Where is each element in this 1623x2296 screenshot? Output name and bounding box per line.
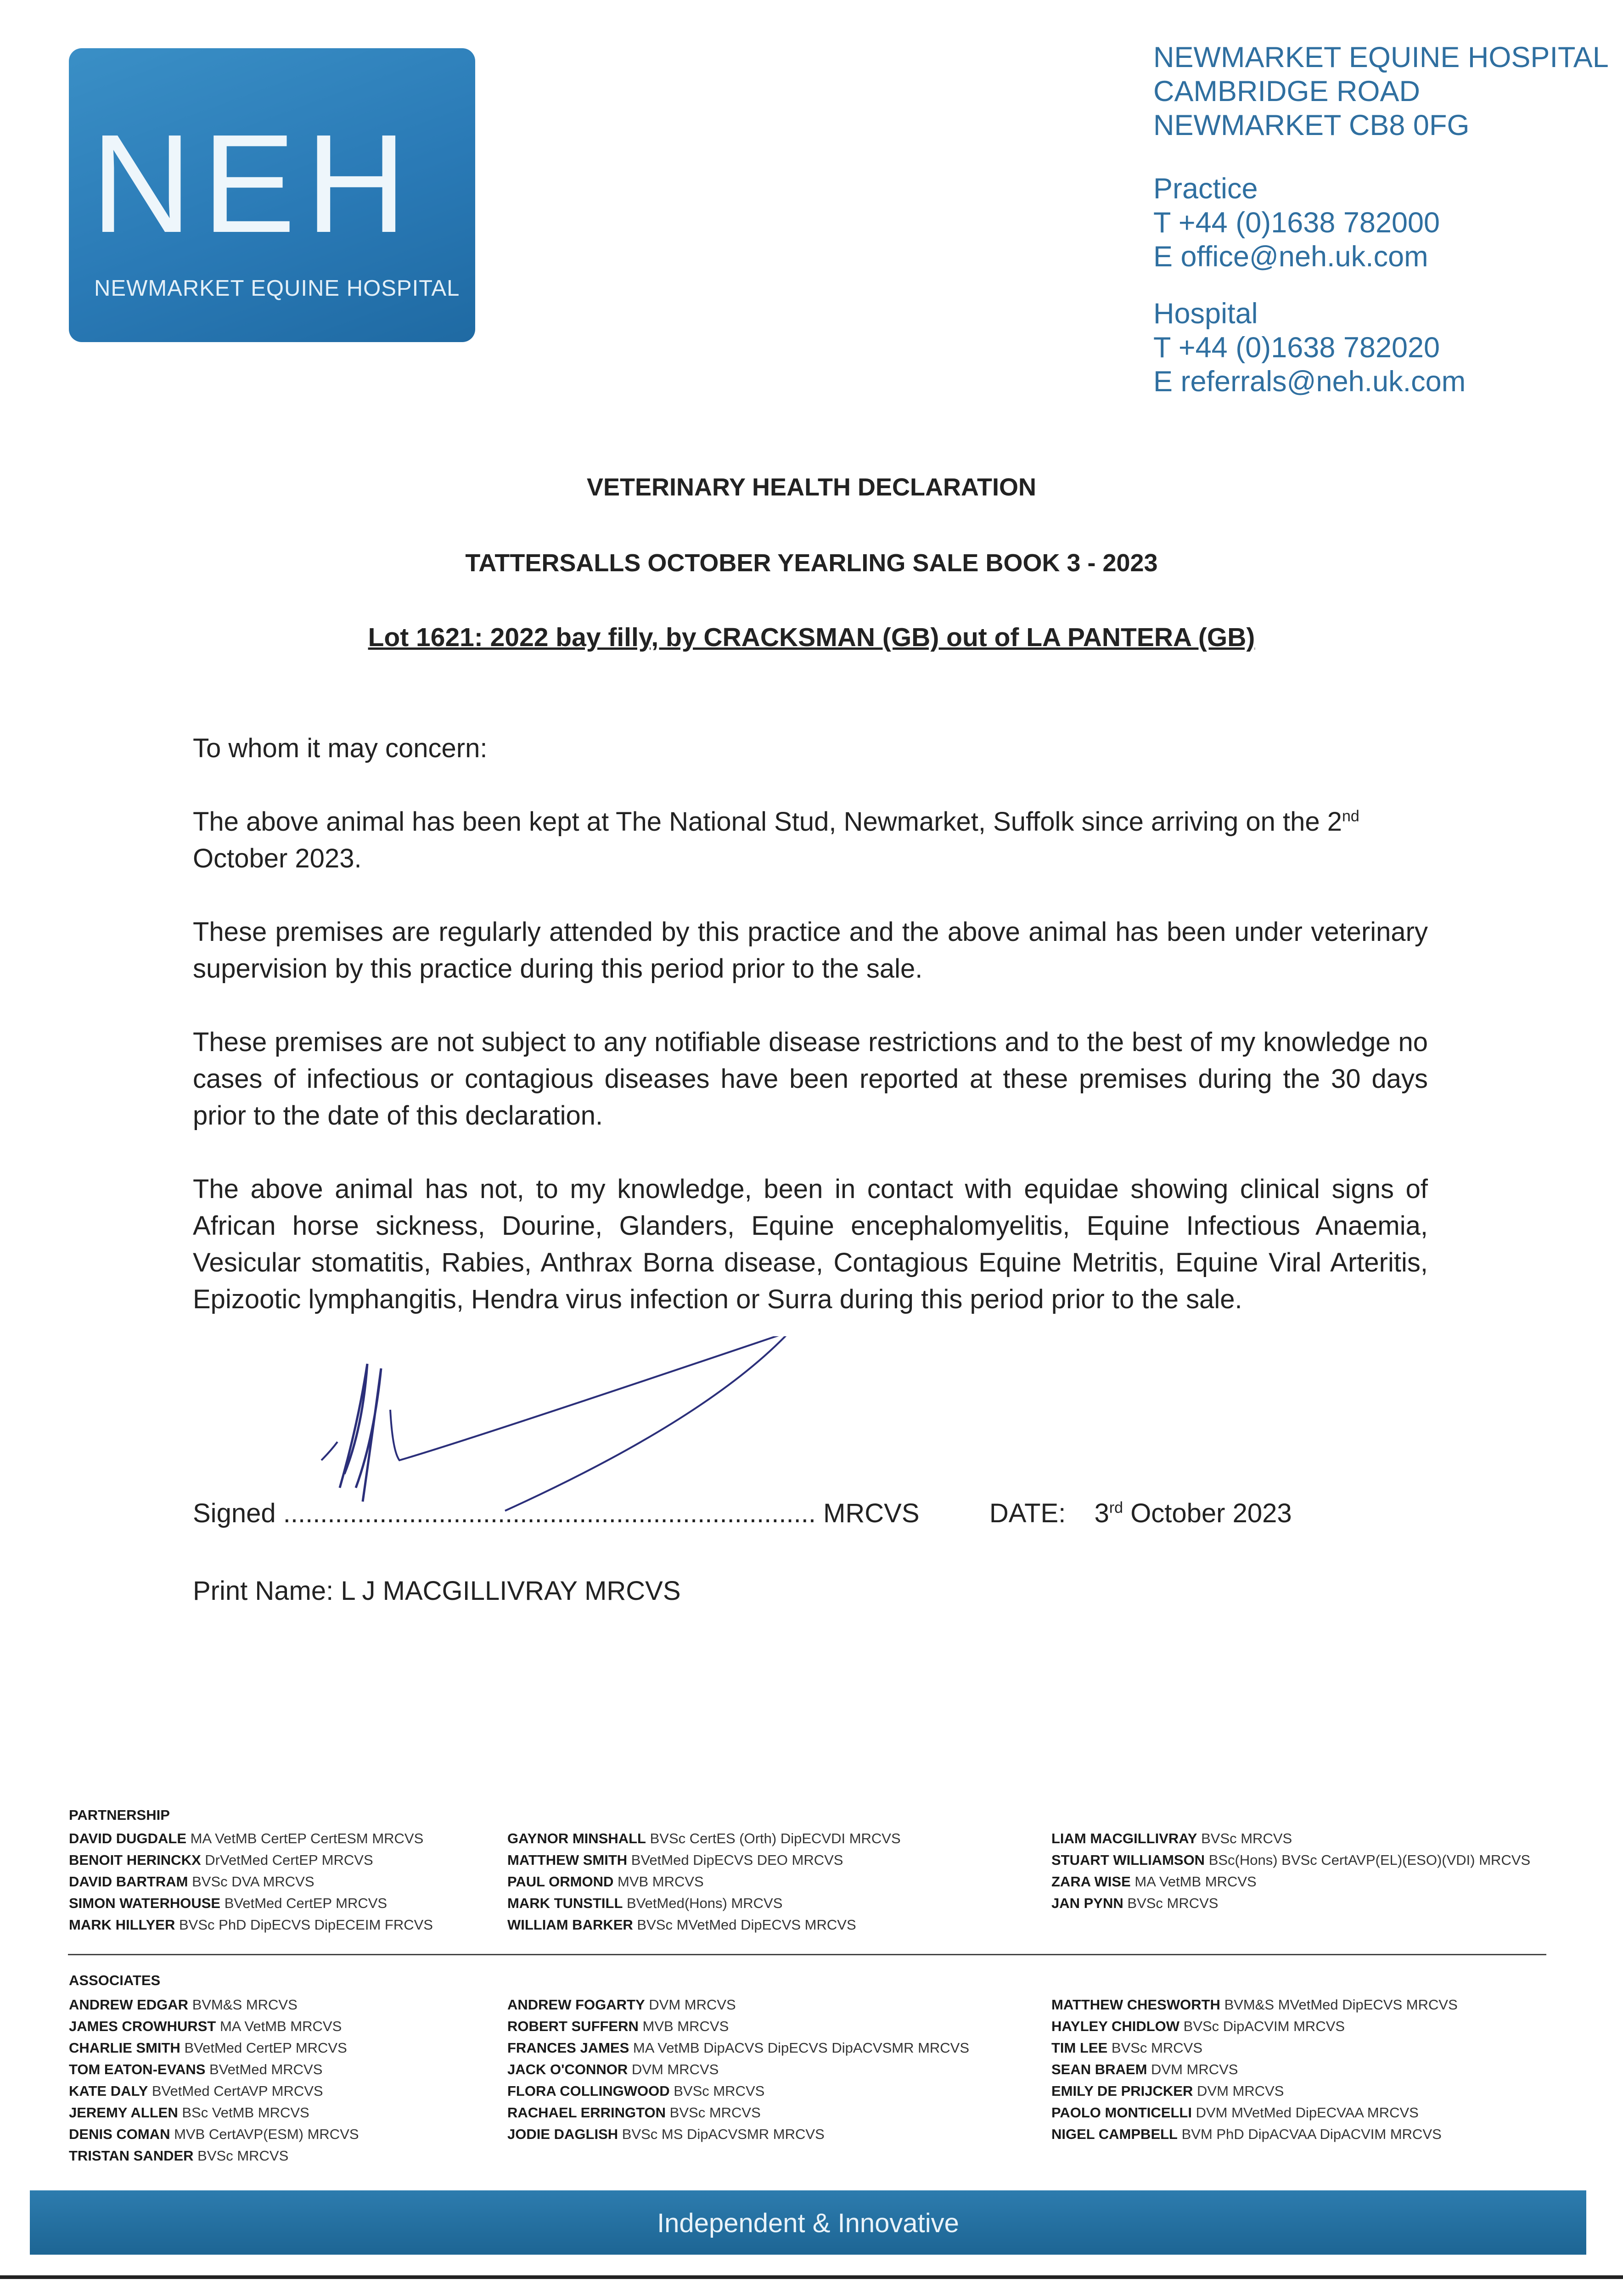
associates-heading: ASSOCIATES (69, 1972, 161, 1988)
staff-qualifications: BVSc MRCVS (1111, 2040, 1203, 2056)
staff-qualifications: MVB CertAVP(ESM) MRCVS (174, 2126, 359, 2142)
staff-qualifications: BVSc DipACVIM MRCVS (1183, 2018, 1345, 2034)
staff-qualifications: MA VetMB MRCVS (1134, 1874, 1257, 1890)
staff-entry (507, 1849, 901, 1871)
staff-entry (507, 1828, 901, 1849)
paragraph-1 (193, 804, 1428, 877)
staff-name: DAVID DUGDALE (69, 1830, 187, 1846)
staff-entry (69, 1849, 433, 1871)
staff-name: ANDREW EDGAR (69, 1997, 189, 2013)
staff-name: RACHAEL ERRINGTON (507, 2105, 666, 2121)
staff-qualifications: DVM MVetMed DipECVAA MRCVS (1196, 2105, 1419, 2121)
staff-entry (1051, 1994, 1458, 2015)
staff-name: PAUL ORMOND (507, 1874, 614, 1890)
footer-divider (68, 1954, 1546, 1955)
staff-entry (69, 2080, 359, 2102)
staff-qualifications: BVSc MS DipACVSMR MRCVS (622, 2126, 825, 2142)
staff-qualifications: MVB MRCVS (642, 2018, 729, 2034)
staff-qualifications: MA VetMB CertEP CertESM MRCVS (190, 1830, 424, 1846)
address-line-2: CAMBRIDGE ROAD (1153, 75, 1421, 107)
staff-qualifications: BVSc MRCVS (669, 2105, 761, 2121)
staff-name: MATTHEW CHESWORTH (1051, 1997, 1220, 2013)
staff-entry (507, 2080, 969, 2102)
staff-entry (507, 1914, 901, 1936)
staff-qualifications: BVSc CertES (Orth) DipECVDI MRCVS (650, 1830, 901, 1846)
staff-entry (1051, 1849, 1530, 1871)
staff-qualifications: BSc(Hons) BVSc CertAVP(EL)(ESO)(VDI) MRCVS (1208, 1852, 1531, 1868)
partnership-column-1 (69, 1828, 433, 1936)
staff-name: HAYLEY CHIDLOW (1051, 2018, 1180, 2034)
sale-heading: TATTERSALLS OCTOBER YEARLING SALE BOOK 3 - 2023 (465, 549, 1158, 577)
staff-entry (69, 1871, 433, 1892)
paragraph-1-date: October 2023. (193, 844, 362, 873)
staff-name: MATTHEW SMITH (507, 1852, 628, 1868)
staff-qualifications: MVB MRCVS (617, 1874, 704, 1890)
staff-qualifications: BVetMed CertEP MRCVS (184, 2040, 347, 2056)
document-title: VETERINARY HEALTH DECLARATION (586, 473, 1036, 501)
staff-qualifications: MA VetMB DipACVS DipECVS DipACVSMR MRCVS (633, 2040, 970, 2056)
staff-entry (1051, 2080, 1458, 2102)
paragraph-2: These premises are regularly attended by this practice and the above animal has been under veterinary supervision by this practice during this period prior to the sale. (193, 917, 1428, 984)
staff-name: EMILY DE PRIJCKER (1051, 2083, 1193, 2099)
staff-name: ROBERT SUFFERN (507, 2018, 639, 2034)
staff-name: KATE DALY (69, 2083, 148, 2099)
staff-entry (1051, 2102, 1458, 2123)
staff-name: JACK O'CONNOR (507, 2061, 628, 2077)
partnership-column-3 (1051, 1828, 1530, 1914)
hospital-email: E referrals@neh.uk.com (1153, 366, 1466, 398)
staff-name: MARK HILLYER (69, 1917, 175, 1933)
paragraph-3: These premises are not subject to any notifiable disease restrictions and to the best of my knowledge no cases of infectious or contagious diseases have been reported at these premises during the 30 days prior to the date of this declaration. (193, 1027, 1428, 1131)
staff-qualifications: BVSc PhD DipECVS DipECEIM FRCVS (179, 1917, 433, 1933)
staff-name: TOM EATON-EVANS (69, 2061, 206, 2077)
paragraph-4: The above animal has not, to my knowledge, been in contact with equidae showing clinical signs of African horse sickness, Dourine, Glanders, Equine encephalomyelitis, Equine Infectious Anaemia, Vesicular stomatitis, Rabies, Anthrax Borna disease, Contagious Equine Metritis, Equine Viral Arteritis, Epizootic lymphangitis, Hendra virus infection or Surra during this period prior to the sale. (193, 1174, 1428, 1314)
staff-name: STUART WILLIAMSON (1051, 1852, 1205, 1868)
date-rest: October 2023 (1130, 1498, 1292, 1528)
staff-name: PAOLO MONTICELLI (1051, 2105, 1192, 2121)
lot-heading: Lot 1621: 2022 bay filly, by CRACKSMAN (GB) out of LA PANTERA (GB) (368, 623, 1255, 652)
staff-entry (69, 2037, 359, 2059)
staff-entry (507, 2123, 969, 2145)
staff-qualifications: DrVetMed CertEP MRCVS (205, 1852, 373, 1868)
address-block (1153, 40, 1609, 399)
staff-name: ANDREW FOGARTY (507, 1997, 645, 2013)
signed-suffix: MRCVS (823, 1498, 920, 1528)
staff-entry (69, 2145, 359, 2167)
staff-entry (69, 2102, 359, 2123)
staff-name: GAYNOR MINSHALL (507, 1830, 646, 1846)
staff-qualifications: DVM MRCVS (1151, 2061, 1238, 2077)
logo-letters: NEH (91, 105, 417, 262)
footer-banner (30, 2190, 1586, 2255)
associates-column-2 (507, 1994, 969, 2145)
staff-name: TIM LEE (1051, 2040, 1108, 2056)
practice-email: E office@neh.uk.com (1153, 241, 1428, 273)
staff-qualifications: BVetMed CertEP MRCVS (224, 1895, 387, 1911)
staff-name: BENOIT HERINCKX (69, 1852, 201, 1868)
staff-qualifications: DVM MRCVS (631, 2061, 719, 2077)
staff-entry (507, 2102, 969, 2123)
practice-phone: T +44 (0)1638 782000 (1153, 207, 1440, 239)
staff-entry (507, 2059, 969, 2080)
staff-name: JAN PYNN (1051, 1895, 1123, 1911)
staff-name: LIAM MACGILLIVRAY (1051, 1830, 1197, 1846)
hospital-phone: T +44 (0)1638 782020 (1153, 332, 1440, 364)
staff-name: JODIE DAGLISH (507, 2126, 618, 2142)
logo-subtitle: NEWMARKET EQUINE HOSPITAL (94, 276, 460, 301)
staff-entry (69, 2015, 359, 2037)
staff-name: TRISTAN SANDER (69, 2148, 194, 2164)
staff-entry (69, 1994, 359, 2015)
staff-entry (69, 1892, 433, 1914)
footer-tagline: Independent & Innovative (657, 2208, 959, 2238)
staff-qualifications: BVetMed(Hons) MRCVS (627, 1895, 783, 1911)
staff-entry (1051, 2123, 1458, 2145)
staff-qualifications: BVetMed MRCVS (209, 2061, 323, 2077)
staff-name: FRANCES JAMES (507, 2040, 629, 2056)
staff-name: FLORA COLLINGWOOD (507, 2083, 670, 2099)
partnership-column-2 (507, 1828, 901, 1936)
address-line-1: NEWMARKET EQUINE HOSPITAL (1153, 41, 1609, 73)
staff-qualifications: BVSc DVA MRCVS (192, 1874, 314, 1890)
staff-qualifications: BVM&S MRCVS (192, 1997, 298, 2013)
staff-name: WILLIAM BARKER (507, 1917, 633, 1933)
paragraph-1-text: The above animal has been kept at The National Stud, Newmarket, Suffolk since arriving on the 2 (193, 807, 1342, 837)
associates-column-3 (1051, 1994, 1458, 2145)
staff-qualifications: BVSc MRCVS (1127, 1895, 1219, 1911)
staff-name: CHARLIE SMITH (69, 2040, 180, 2056)
staff-entry (69, 2123, 359, 2145)
staff-entry (69, 1828, 433, 1849)
staff-name: NIGEL CAMPBELL (1051, 2126, 1178, 2142)
staff-name: DENIS COMAN (69, 2126, 170, 2142)
staff-entry (1051, 2037, 1458, 2059)
staff-qualifications: DVM MRCVS (649, 1997, 736, 2013)
staff-qualifications: DVM MRCVS (1197, 2083, 1284, 2099)
staff-name: SEAN BRAEM (1051, 2061, 1147, 2077)
staff-qualifications: BSc VetMB MRCVS (182, 2105, 309, 2121)
hospital-label: Hospital (1153, 298, 1258, 330)
practice-label: Practice (1153, 173, 1258, 205)
greeting: To whom it may concern: (193, 733, 488, 763)
staff-entry (1051, 2015, 1458, 2037)
staff-entry (1051, 1871, 1530, 1892)
neh-logo (69, 48, 475, 342)
staff-qualifications: BVSc MVetMed DipECVS MRCVS (637, 1917, 856, 1933)
date-label: DATE: (989, 1498, 1066, 1528)
staff-qualifications: BVetMed CertAVP MRCVS (152, 2083, 323, 2099)
staff-qualifications: BVSc MRCVS (674, 2083, 765, 2099)
signed-label: Signed (193, 1498, 276, 1528)
signature-line: ........................................................................ (283, 1498, 816, 1528)
staff-qualifications: BVM PhD DipACVAA DipACVIM MRCVS (1181, 2126, 1442, 2142)
signature-row (193, 1498, 1432, 1529)
staff-entry (69, 2059, 359, 2080)
staff-name: DAVID BARTRAM (69, 1874, 188, 1890)
partnership-heading: PARTNERSHIP (69, 1807, 170, 1823)
staff-entry (1051, 2059, 1458, 2080)
staff-qualifications: BVM&S MVetMed DipECVS MRCVS (1224, 1997, 1458, 2013)
print-name: Print Name: L J MACGILLIVRAY MRCVS (193, 1576, 681, 1606)
staff-entry (507, 1892, 901, 1914)
staff-name: JAMES CROWHURST (69, 2018, 216, 2034)
staff-entry (69, 1914, 433, 1936)
staff-name: ZARA WISE (1051, 1874, 1131, 1890)
staff-qualifications: BVSc MRCVS (197, 2148, 289, 2164)
staff-entry (507, 1994, 969, 2015)
staff-entry (1051, 1828, 1530, 1849)
staff-entry (507, 2015, 969, 2037)
staff-entry (507, 2037, 969, 2059)
staff-name: SIMON WATERHOUSE (69, 1895, 221, 1911)
staff-entry (1051, 1892, 1530, 1914)
staff-name: MARK TUNSTILL (507, 1895, 623, 1911)
paragraph-1-sup: nd (1342, 807, 1359, 825)
date-sup: rd (1109, 1499, 1123, 1517)
date-day: 3 (1094, 1498, 1109, 1528)
staff-qualifications: BVetMed DipECVS DEO MRCVS (631, 1852, 843, 1868)
staff-name: JEREMY ALLEN (69, 2105, 178, 2121)
scan-edge (0, 2275, 1623, 2279)
associates-column-1 (69, 1994, 359, 2167)
staff-qualifications: MA VetMB MRCVS (219, 2018, 342, 2034)
staff-entry (507, 1871, 901, 1892)
address-line-3: NEWMARKET CB8 0FG (1153, 109, 1470, 141)
staff-qualifications: BVSc MRCVS (1201, 1830, 1292, 1846)
